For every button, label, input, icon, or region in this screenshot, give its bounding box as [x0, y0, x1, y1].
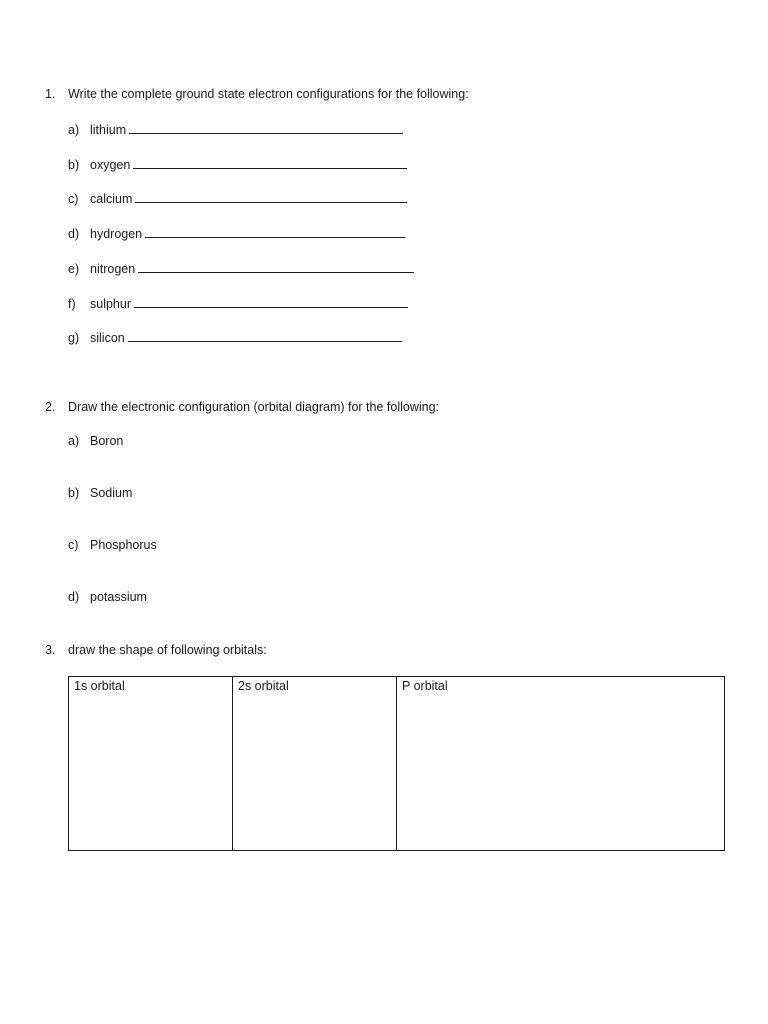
answer-blank[interactable] [129, 121, 403, 134]
q1-item-oxygen: b) oxygen [68, 156, 407, 172]
question-text: Draw the electronic configuration (orbital diagram) for the following: [68, 400, 440, 414]
question-number: 2. [45, 400, 56, 414]
item-label: oxygen [90, 158, 131, 172]
orbital-drawing-table [68, 676, 725, 851]
q2-item-potassium: d) potassium [68, 590, 147, 604]
answer-blank[interactable] [128, 329, 402, 342]
q1-item-calcium: c) calcium [68, 190, 407, 206]
item-label: hydrogen [90, 227, 143, 241]
q2-item-boron: a) Boron [68, 434, 124, 448]
item-label: silicon [90, 331, 125, 345]
item-label: lithium [90, 123, 127, 137]
item-label: Boron [90, 434, 124, 448]
answer-blank[interactable] [133, 156, 407, 169]
q1-item-hydrogen: d) hydrogen [68, 225, 405, 241]
question-3 [45, 643, 267, 657]
item-label: sulphur [90, 297, 131, 311]
q2-item-phosphorus: c) Phosphorus [68, 538, 157, 552]
orbital-cell-1s[interactable] [69, 677, 233, 851]
answer-blank[interactable] [145, 225, 405, 238]
q1-item-silicon: g) silicon [68, 329, 402, 345]
question-text: draw the shape of following orbitals: [68, 643, 267, 657]
cell-header: P orbital [402, 679, 448, 693]
q1-item-lithium: a) lithium [68, 121, 403, 137]
question-number: 3. [45, 643, 56, 657]
question-1 [45, 87, 469, 101]
question-2 [45, 400, 439, 414]
item-label: Sodium [90, 486, 133, 500]
item-label: Phosphorus [90, 538, 157, 552]
answer-blank[interactable] [134, 295, 408, 308]
cell-header: 2s orbital [238, 679, 289, 693]
cell-header: 1s orbital [74, 679, 125, 693]
orbital-cell-p[interactable] [397, 677, 725, 851]
answer-blank[interactable] [135, 190, 407, 203]
q2-item-sodium: b) Sodium [68, 486, 133, 500]
question-number: 1. [45, 87, 56, 101]
item-label: nitrogen [90, 262, 136, 276]
q1-item-sulphur: f) sulphur [68, 295, 408, 311]
answer-blank[interactable] [138, 260, 414, 273]
orbital-cell-2s[interactable] [233, 677, 397, 851]
question-text: Write the complete ground state electron configurations for the following: [68, 87, 469, 101]
item-label: calcium [90, 192, 133, 206]
item-label: potassium [90, 590, 147, 604]
q1-item-nitrogen: e) nitrogen [68, 260, 414, 276]
